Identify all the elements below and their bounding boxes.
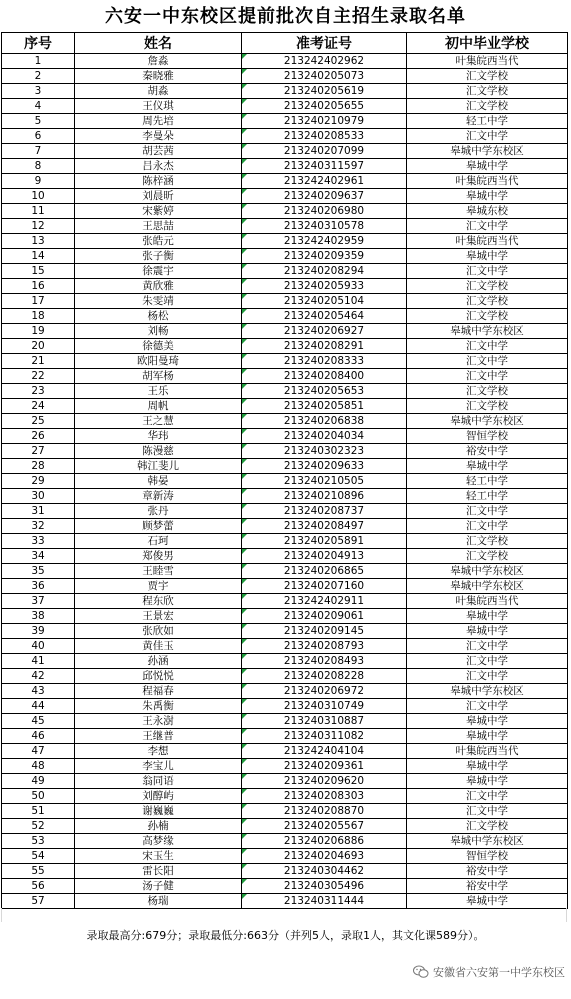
table-row <box>2 669 568 684</box>
row-seq: 49 <box>2 774 75 789</box>
row-exam-id: 213240205073 <box>242 69 407 84</box>
row-exam-id: 213240206886 <box>242 834 407 849</box>
row-seq: 8 <box>2 159 75 174</box>
row-school: 皋城中学东校区 <box>407 579 568 594</box>
row-school: 智恒学校 <box>407 429 568 444</box>
row-name: 谢巍巍 <box>75 804 242 819</box>
row-name: 陈漫慈 <box>75 444 242 459</box>
row-school: 皋城中学 <box>407 159 568 174</box>
row-name: 刘晨昕 <box>75 189 242 204</box>
row-seq: 52 <box>2 819 75 834</box>
table-row <box>2 129 568 144</box>
row-seq: 23 <box>2 384 75 399</box>
row-name: 翁同语 <box>75 774 242 789</box>
row-name: 程福春 <box>75 684 242 699</box>
row-seq: 38 <box>2 609 75 624</box>
row-exam-id: 213240204034 <box>242 429 407 444</box>
row-seq: 16 <box>2 279 75 294</box>
row-exam-id: 213240205653 <box>242 384 407 399</box>
row-exam-id: 213240206980 <box>242 204 407 219</box>
row-seq: 45 <box>2 714 75 729</box>
table-row <box>2 744 568 759</box>
table-row <box>2 414 568 429</box>
row-name: 张丹 <box>75 504 242 519</box>
row-exam-id: 213240208870 <box>242 804 407 819</box>
row-school: 裕安中学 <box>407 864 568 879</box>
row-seq: 42 <box>2 669 75 684</box>
row-seq: 47 <box>2 744 75 759</box>
table-row <box>2 864 568 879</box>
row-seq: 56 <box>2 879 75 894</box>
row-exam-id: 213240208737 <box>242 504 407 519</box>
row-name: 孙楠 <box>75 819 242 834</box>
table-row <box>2 504 568 519</box>
row-exam-id: 213240208497 <box>242 519 407 534</box>
row-name: 高梦缘 <box>75 834 242 849</box>
row-exam-id: 213240205851 <box>242 399 407 414</box>
row-name: 刘醇屿 <box>75 789 242 804</box>
row-name: 吕永杰 <box>75 159 242 174</box>
row-exam-id: 213240311597 <box>242 159 407 174</box>
table-row <box>2 354 568 369</box>
row-seq: 9 <box>2 174 75 189</box>
row-seq: 36 <box>2 579 75 594</box>
row-exam-id: 213242404104 <box>242 744 407 759</box>
row-school: 汇文中学 <box>407 789 568 804</box>
row-exam-id: 213240208333 <box>242 354 407 369</box>
row-exam-id: 213240310749 <box>242 699 407 714</box>
row-seq: 7 <box>2 144 75 159</box>
table-row <box>2 849 568 864</box>
row-school: 皋城中学 <box>407 189 568 204</box>
table-row <box>2 519 568 534</box>
row-seq: 1 <box>2 54 75 69</box>
row-school: 汇文学校 <box>407 279 568 294</box>
row-name: 李想 <box>75 744 242 759</box>
table-row <box>2 699 568 714</box>
row-exam-id: 213240209637 <box>242 189 407 204</box>
row-school: 汇文学校 <box>407 294 568 309</box>
row-name: 王之慧 <box>75 414 242 429</box>
row-seq: 35 <box>2 564 75 579</box>
row-school: 皋城中学 <box>407 459 568 474</box>
row-school: 轻工中学 <box>407 489 568 504</box>
row-school: 皋城中学 <box>407 729 568 744</box>
table-header-row <box>2 33 568 54</box>
row-seq: 3 <box>2 84 75 99</box>
row-school: 汇文学校 <box>407 819 568 834</box>
table-row <box>2 369 568 384</box>
row-seq: 14 <box>2 249 75 264</box>
row-school: 汇文中学 <box>407 369 568 384</box>
row-exam-id: 213240311444 <box>242 894 407 909</box>
table-row <box>2 219 568 234</box>
row-school: 皋城中学东校区 <box>407 834 568 849</box>
row-seq: 55 <box>2 864 75 879</box>
row-seq: 39 <box>2 624 75 639</box>
row-exam-id: 213240208291 <box>242 339 407 354</box>
row-school: 汇文中学 <box>407 669 568 684</box>
table-row <box>2 459 568 474</box>
row-exam-id: 213242402961 <box>242 174 407 189</box>
row-school: 轻工中学 <box>407 114 568 129</box>
row-school: 皋城中学 <box>407 774 568 789</box>
row-exam-id: 213240210979 <box>242 114 407 129</box>
row-name: 汤子健 <box>75 879 242 894</box>
row-exam-id: 213240205933 <box>242 279 407 294</box>
row-seq: 5 <box>2 114 75 129</box>
row-school: 皋城中学 <box>407 624 568 639</box>
row-exam-id: 213240206927 <box>242 324 407 339</box>
row-exam-id: 213240209620 <box>242 774 407 789</box>
row-school: 汇文中学 <box>407 639 568 654</box>
table-row <box>2 834 568 849</box>
table-row <box>2 189 568 204</box>
row-name: 王睦雪 <box>75 564 242 579</box>
table-row <box>2 444 568 459</box>
table-row <box>2 684 568 699</box>
row-seq: 48 <box>2 759 75 774</box>
row-name: 朱雯靖 <box>75 294 242 309</box>
row-seq: 28 <box>2 459 75 474</box>
row-seq: 19 <box>2 324 75 339</box>
row-seq: 54 <box>2 849 75 864</box>
table-row <box>2 579 568 594</box>
row-exam-id: 213240205619 <box>242 84 407 99</box>
row-exam-id: 213242402962 <box>242 54 407 69</box>
row-name: 贾宇 <box>75 579 242 594</box>
row-name: 孙涵 <box>75 654 242 669</box>
row-school: 汇文中学 <box>407 129 568 144</box>
row-name: 雷长阳 <box>75 864 242 879</box>
row-name: 陈梓涵 <box>75 174 242 189</box>
row-exam-id: 213240206865 <box>242 564 407 579</box>
row-exam-id: 213240205464 <box>242 309 407 324</box>
row-seq: 53 <box>2 834 75 849</box>
row-seq: 20 <box>2 339 75 354</box>
row-name: 王景宏 <box>75 609 242 624</box>
row-name: 欧阳曼琦 <box>75 354 242 369</box>
row-school: 皋城中学东校区 <box>407 564 568 579</box>
row-school: 皋城中学 <box>407 759 568 774</box>
row-exam-id: 213240208228 <box>242 669 407 684</box>
row-name: 胡淼 <box>75 84 242 99</box>
row-exam-id: 213240208533 <box>242 129 407 144</box>
row-seq: 26 <box>2 429 75 444</box>
row-seq: 44 <box>2 699 75 714</box>
row-exam-id: 213240208400 <box>242 369 407 384</box>
table-row <box>2 639 568 654</box>
row-school: 汇文学校 <box>407 384 568 399</box>
row-school: 皋城中学 <box>407 894 568 909</box>
table-row <box>2 54 568 69</box>
row-exam-id: 213240205104 <box>242 294 407 309</box>
row-school: 汇文学校 <box>407 549 568 564</box>
row-name: 詹淼 <box>75 54 242 69</box>
row-name: 郑俊男 <box>75 549 242 564</box>
row-school: 汇文学校 <box>407 84 568 99</box>
row-seq: 29 <box>2 474 75 489</box>
row-seq: 12 <box>2 219 75 234</box>
row-name: 李曼朵 <box>75 129 242 144</box>
row-name: 黄佳玉 <box>75 639 242 654</box>
row-name: 周帆 <box>75 399 242 414</box>
row-name: 程东欣 <box>75 594 242 609</box>
row-name: 黄欣雅 <box>75 279 242 294</box>
table-row <box>2 324 568 339</box>
row-seq: 40 <box>2 639 75 654</box>
row-seq: 33 <box>2 534 75 549</box>
row-seq: 51 <box>2 804 75 819</box>
row-school: 叶集皖西当代 <box>407 54 568 69</box>
row-name: 章新涛 <box>75 489 242 504</box>
row-name: 宋玉生 <box>75 849 242 864</box>
table-row <box>2 144 568 159</box>
score-footnote: 录取最高分:679分；录取最低分:663分（并列5人，录取1人，其文化课589分）。 <box>86 929 485 942</box>
row-exam-id: 213240310887 <box>242 714 407 729</box>
row-name: 王乐 <box>75 384 242 399</box>
row-exam-id: 213240209061 <box>242 609 407 624</box>
table-row <box>2 624 568 639</box>
table-row <box>2 654 568 669</box>
row-name: 杨松 <box>75 309 242 324</box>
row-school: 汇文学校 <box>407 399 568 414</box>
row-seq: 15 <box>2 264 75 279</box>
table-row <box>2 894 568 909</box>
row-seq: 57 <box>2 894 75 909</box>
row-school: 汇文中学 <box>407 264 568 279</box>
row-exam-id: 213242402959 <box>242 234 407 249</box>
table-row <box>2 789 568 804</box>
row-exam-id: 213240206838 <box>242 414 407 429</box>
row-name: 宋紫婷 <box>75 204 242 219</box>
row-seq: 6 <box>2 129 75 144</box>
row-school: 汇文中学 <box>407 339 568 354</box>
row-exam-id: 213240304462 <box>242 864 407 879</box>
table-row <box>2 114 568 129</box>
table-row <box>2 264 568 279</box>
row-school: 叶集皖西当代 <box>407 234 568 249</box>
row-school: 皋城东校 <box>407 204 568 219</box>
row-exam-id: 213240207099 <box>242 144 407 159</box>
table-row <box>2 714 568 729</box>
row-school: 皋城中学 <box>407 714 568 729</box>
row-name: 顾梦蕾 <box>75 519 242 534</box>
row-seq: 50 <box>2 789 75 804</box>
row-seq: 37 <box>2 594 75 609</box>
row-name: 韩晏 <box>75 474 242 489</box>
row-seq: 46 <box>2 729 75 744</box>
table-row <box>2 549 568 564</box>
row-name: 邱悦悦 <box>75 669 242 684</box>
row-name: 胡军杨 <box>75 369 242 384</box>
row-school: 汇文中学 <box>407 354 568 369</box>
row-school: 裕安中学 <box>407 879 568 894</box>
row-school: 汇文学校 <box>407 309 568 324</box>
row-exam-id: 213240209145 <box>242 624 407 639</box>
row-seq: 21 <box>2 354 75 369</box>
row-exam-id: 213240206972 <box>242 684 407 699</box>
wechat-icon <box>413 965 429 979</box>
row-name: 华玮 <box>75 429 242 444</box>
row-school: 叶集皖西当代 <box>407 174 568 189</box>
row-name: 王继普 <box>75 729 242 744</box>
table-row <box>2 429 568 444</box>
row-name: 胡芸茜 <box>75 144 242 159</box>
row-school: 汇文学校 <box>407 69 568 84</box>
row-exam-id: 213240208303 <box>242 789 407 804</box>
row-name: 韩江斐儿 <box>75 459 242 474</box>
row-name: 王仪琪 <box>75 99 242 114</box>
row-name: 秦晓雅 <box>75 69 242 84</box>
row-school: 皋城中学东校区 <box>407 684 568 699</box>
table-row <box>2 804 568 819</box>
row-exam-id: 213240208493 <box>242 654 407 669</box>
table-row <box>2 564 568 579</box>
row-school: 叶集皖西当代 <box>407 594 568 609</box>
row-school: 汇文中学 <box>407 219 568 234</box>
row-exam-id: 213240208793 <box>242 639 407 654</box>
row-school: 裕安中学 <box>407 444 568 459</box>
row-seq: 43 <box>2 684 75 699</box>
empty-row <box>1 908 567 922</box>
row-exam-id: 213240205655 <box>242 99 407 114</box>
table-row <box>2 234 568 249</box>
row-seq: 27 <box>2 444 75 459</box>
row-school: 皋城中学东校区 <box>407 414 568 429</box>
row-school: 皋城中学东校区 <box>407 324 568 339</box>
table-row <box>2 294 568 309</box>
table-row <box>2 474 568 489</box>
row-exam-id: 213240208294 <box>242 264 407 279</box>
table-row <box>2 99 568 114</box>
row-exam-id: 213242402911 <box>242 594 407 609</box>
row-exam-id: 213240209359 <box>242 249 407 264</box>
row-school: 皋城中学 <box>407 249 568 264</box>
table-row <box>2 159 568 174</box>
row-school: 汇文学校 <box>407 99 568 114</box>
row-exam-id: 213240209633 <box>242 459 407 474</box>
row-exam-id: 213240204693 <box>242 849 407 864</box>
row-seq: 10 <box>2 189 75 204</box>
table-row <box>2 609 568 624</box>
row-exam-id: 213240311082 <box>242 729 407 744</box>
row-name: 张欣如 <box>75 624 242 639</box>
row-seq: 4 <box>2 99 75 114</box>
row-school: 皋城中学东校区 <box>407 144 568 159</box>
table-row <box>2 309 568 324</box>
row-name: 周先培 <box>75 114 242 129</box>
row-seq: 41 <box>2 654 75 669</box>
row-seq: 30 <box>2 489 75 504</box>
watermark <box>413 962 565 982</box>
row-seq: 22 <box>2 369 75 384</box>
row-school: 轻工中学 <box>407 474 568 489</box>
row-school: 皋城中学 <box>407 609 568 624</box>
row-school: 汇文中学 <box>407 804 568 819</box>
row-seq: 13 <box>2 234 75 249</box>
row-seq: 11 <box>2 204 75 219</box>
row-exam-id: 213240209361 <box>242 759 407 774</box>
table-row <box>2 534 568 549</box>
table-row <box>2 879 568 894</box>
table-row <box>2 819 568 834</box>
header-name: 姓名 <box>75 33 242 54</box>
header-exam-id: 准考证号 <box>242 33 407 54</box>
header-school: 初中毕业学校 <box>407 33 568 54</box>
table-row <box>2 594 568 609</box>
row-exam-id: 213240302323 <box>242 444 407 459</box>
table-row <box>2 384 568 399</box>
row-seq: 18 <box>2 309 75 324</box>
row-seq: 2 <box>2 69 75 84</box>
watermark-text: 安徽省六安第一中学东校区 <box>433 966 565 979</box>
row-name: 王思喆 <box>75 219 242 234</box>
row-name: 张子衡 <box>75 249 242 264</box>
row-name: 徐震宇 <box>75 264 242 279</box>
page-title: 六安一中东校区提前批次自主招生录取名单 <box>105 6 466 27</box>
row-exam-id: 213240305496 <box>242 879 407 894</box>
table-row <box>2 174 568 189</box>
row-exam-id: 213240205567 <box>242 819 407 834</box>
row-seq: 17 <box>2 294 75 309</box>
table-row <box>2 339 568 354</box>
row-school: 汇文中学 <box>407 519 568 534</box>
row-name: 李宝儿 <box>75 759 242 774</box>
row-name: 王永澍 <box>75 714 242 729</box>
row-name: 杨瑞 <box>75 894 242 909</box>
row-name: 刘畅 <box>75 324 242 339</box>
row-seq: 34 <box>2 549 75 564</box>
table-row <box>2 279 568 294</box>
row-exam-id: 213240207160 <box>242 579 407 594</box>
admission-table <box>1 32 568 909</box>
row-seq: 32 <box>2 519 75 534</box>
table-row <box>2 489 568 504</box>
table-row <box>2 84 568 99</box>
table-row <box>2 204 568 219</box>
row-seq: 24 <box>2 399 75 414</box>
row-exam-id: 213240210896 <box>242 489 407 504</box>
table-row <box>2 759 568 774</box>
table-row <box>2 774 568 789</box>
row-school: 智恒学校 <box>407 849 568 864</box>
table-row <box>2 399 568 414</box>
row-name: 石珂 <box>75 534 242 549</box>
row-seq: 25 <box>2 414 75 429</box>
row-exam-id: 213240310578 <box>242 219 407 234</box>
row-school: 汇文中学 <box>407 699 568 714</box>
row-exam-id: 213240205891 <box>242 534 407 549</box>
row-school: 汇文学校 <box>407 534 568 549</box>
table-row <box>2 249 568 264</box>
row-exam-id: 213240210505 <box>242 474 407 489</box>
row-seq: 31 <box>2 504 75 519</box>
row-school: 汇文中学 <box>407 504 568 519</box>
row-name: 张皓元 <box>75 234 242 249</box>
row-name: 徐德美 <box>75 339 242 354</box>
row-school: 汇文中学 <box>407 654 568 669</box>
table-row <box>2 69 568 84</box>
row-name: 朱禹衡 <box>75 699 242 714</box>
row-school: 叶集皖西当代 <box>407 744 568 759</box>
row-exam-id: 213240204913 <box>242 549 407 564</box>
table-row <box>2 729 568 744</box>
header-seq: 序号 <box>2 33 75 54</box>
